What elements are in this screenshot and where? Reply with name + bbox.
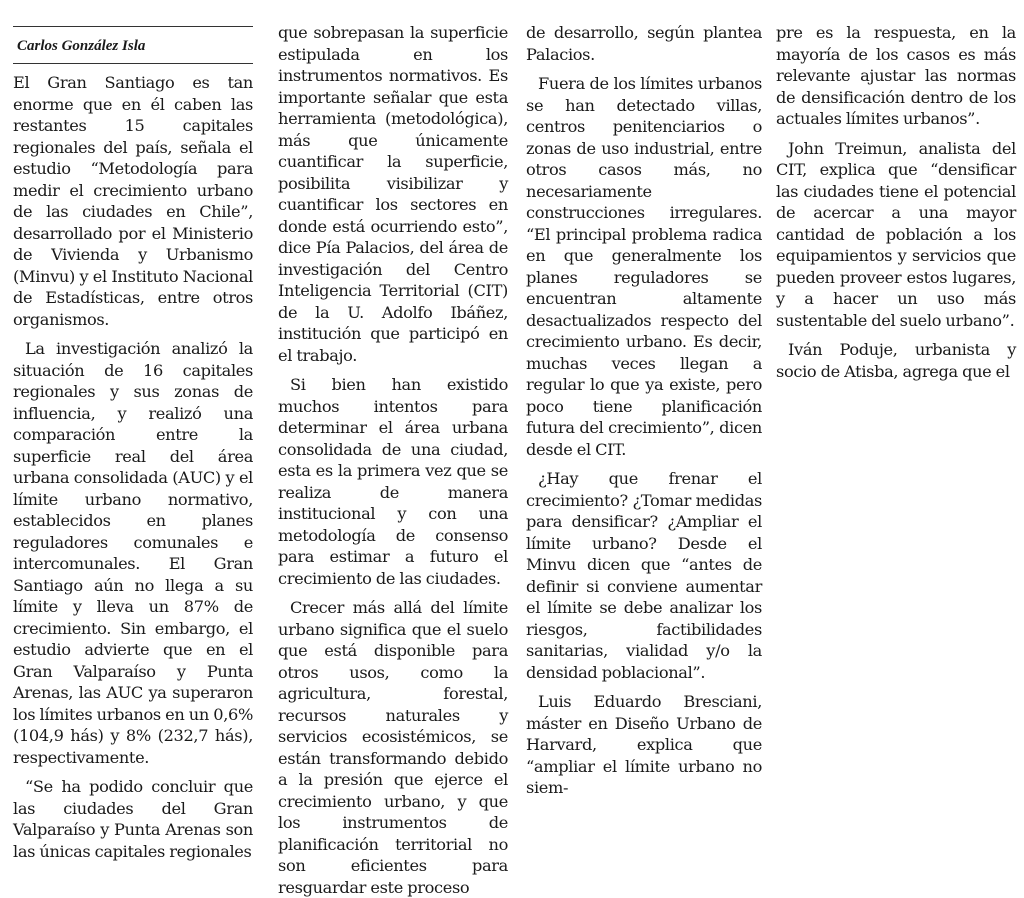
paragraph: Iván Poduje, urbanista y socio de Atisba, agrega que el [776,340,1016,381]
article-column-2 [278,22,508,897]
article-column-3 [526,22,762,837]
paragraph: La investigación analizó la situación de 16 capitales regionales y sus zonas de influencia, y realizó una comparación entre la superficie real del área urbana consolidada (AUC) y el límite urbano normativo, establecidos en planes reguladores comunales e intercomunales. El Gran Santiago aún no llega a su límite y lleva un 87% de crecimiento. Sin embargo, el estudio advierte que en el Gran Valparaíso y Punta Arenas, las AUC ya superaron los límites urbanos en un 0,6% (104,9 hás) y 8% (232,7 hás), respectivamente. [13,339,253,767]
byline-top-rule [13,26,253,27]
paragraph: pre es la respuesta, en la mayoría de los casos es más relevante ajustar las normas de densificación dentro de los actuales límites urbanos”. [776,23,1016,128]
paragraph: que sobrepasan la superficie estipulada en los instrumentos normativos. Es importante señalar que esta herramienta (metodológica), más que únicamente cuantificar la superficie, posibilita visibilizar y cuantificar los sectores en donde está ocurriendo esto”, dice Pía Palacios, del área de investigación del Centro Inteligencia Territorial (CIT) de la U. Adolfo Ibáñez, institución que participó en el trabajo. [278,23,508,365]
paragraph: “Se ha podido concluir que las ciudades del Gran Valparaíso y Punta Arenas son las únicas capitales regionales [13,777,253,861]
paragraph: El Gran Santiago es tan enorme que en él caben las restantes 15 capitales regionales del país, señala el estudio “Metodología para medir el crecimiento urbano de las ciudades en Chile”, desarrollado por el Ministerio de Vivienda y Urbanismo (Minvu) y el Instituto Nacional de Estadísticas, entre otros organismos. [13,73,253,329]
paragraph: Si bien han existido muchos intentos para determinar el área urbana consolidada de una ciudad, esta es la primera vez que se realiza de manera institucional y con una metodología de consenso para estimar a futuro el crecimiento de las ciudades. [278,375,508,588]
paragraph: John Treimun, analista del CIT, explica que “densificar las ciudades tiene el potencial de acercar a una mayor cantidad de población a los equipamientos y servicios que pueden proveer estos lugares, y a hacer un uso más sustentable del suelo urbano”. [776,138,1016,330]
paragraph: Luis Eduardo Bresciani, máster en Diseño Urbano de Harvard, explica que “ampliar el límite urbano no siem- [526,692,762,797]
paragraph: Crecer más allá del límite urbano significa que el suelo que está disponible para otros usos, como la agricultura, forestal, recursos naturales y servicios ecosistémicos, se están transformando debido a la presión que ejerce el crecimiento urbano, y que los instrumentos de planificación territorial no son eficientes para resguardar este proceso [278,598,508,897]
author-byline: Carlos González Isla [17,38,146,54]
article-column-4 [776,22,1016,837]
article-column-1 [13,18,253,861]
byline-bottom-rule [13,63,253,64]
paragraph: Fuera de los límites urbanos se han detectado villas, centros penitenciarios o zonas de uso industrial, entre otros casos más, no necesariamente construcciones irregulares. “El principal problema radica en que generalmente los planes reguladores se encuentran altamente desactualizados respecto del crecimiento urbano. Es decir, muchas veces llegan a regular lo que ya existe, pero poco tiene planificación futura del crecimiento”, dicen desde el CIT. [526,74,762,459]
paragraph: ¿Hay que frenar el crecimiento? ¿Tomar medidas para densificar? ¿Ampliar el límite urbano? Desde el Minvu dicen que “antes de definir si conviene aumentar el límite se debe analizar los riesgos, factibilidades sanitarias, vialidad y/o la densidad poblacional”. [526,469,762,682]
paragraph: de desarrollo, según plantea Palacios. [526,23,762,64]
